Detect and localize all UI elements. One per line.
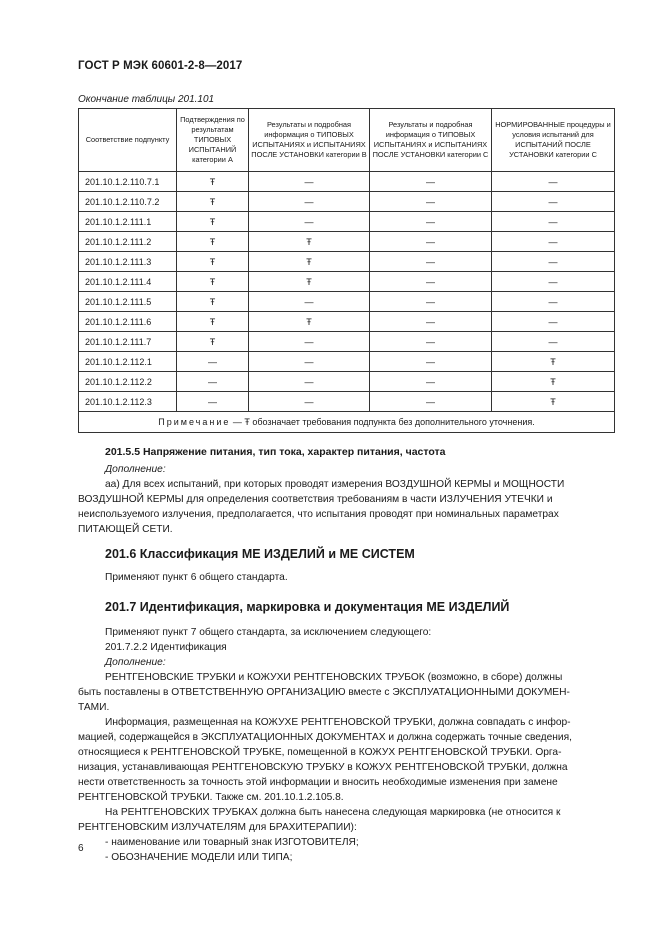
note-label: Примечание — [158, 417, 231, 427]
marker-cell: Ŧ — [249, 252, 370, 272]
marker-cell: Ŧ — [249, 312, 370, 332]
section-201-6-body — [78, 570, 614, 585]
marker-cell: — — [370, 272, 492, 292]
marker-cell: — — [492, 272, 615, 292]
table-row — [79, 292, 615, 312]
marker-cell: — — [492, 232, 615, 252]
text-line: низация, устанавливающая РЕНТГЕНОВСКУЮ ТРУБКУ в КОЖУХ РЕНТГЕНОВСКОЙ ТРУБКИ, должна — [78, 762, 568, 773]
table-note-row — [79, 412, 615, 433]
column-header: Подтверждения по результатам ТИПОВЫХ ИСПЫТАНИЙ категории A — [177, 109, 249, 172]
subclause-cell: 201.10.1.2.111.2 — [79, 232, 177, 252]
marker-cell: — — [492, 212, 615, 232]
text-line: РЕНТГЕНОВСКИЕ ТРУБКИ и КОЖУХИ РЕНТГЕНОВСКИХ ТРУБОК (возможно, в сборе) должны — [105, 672, 563, 683]
subclause-cell: 201.10.1.2.111.4 — [79, 272, 177, 292]
marker-cell: — — [370, 352, 492, 372]
marker-cell: Ŧ — [492, 372, 615, 392]
table-row — [79, 372, 615, 392]
text-line: нести ответственность за точность этой информации и вносить необходимые изменения при замене — [78, 777, 558, 788]
requirements-table — [78, 108, 615, 433]
column-header: Соответствие подпункту — [79, 109, 177, 172]
marker-cell: — — [370, 212, 492, 232]
table-caption: Окончание таблицы 201.101 — [78, 94, 215, 105]
addition-label: Дополнение: — [105, 464, 166, 475]
text-line: На РЕНТГЕНОВСКИХ ТРУБКАХ должна быть нанесена следующая маркировка (не относится к — [105, 807, 561, 818]
text-line: относящиеся к РЕНТГЕНОВСКОЙ ТРУБКЕ, помещенной в КОЖУХ РЕНТГЕНОВСКОЙ ТРУБКИ. Орга- — [78, 747, 562, 758]
marker-cell: — — [249, 292, 370, 312]
marker-cell: Ŧ — [177, 292, 249, 312]
table-row — [79, 352, 615, 372]
table-row — [79, 212, 615, 232]
text-line: ВОЗДУШНОЙ КЕРМЫ для определения соответствия требованиям в части ИЗЛУЧЕНИЯ УТЕЧКИ и — [78, 494, 553, 505]
subclause-cell: 201.10.1.2.112.2 — [79, 372, 177, 392]
marker-cell: — — [492, 192, 615, 212]
marker-cell: — — [370, 252, 492, 272]
marker-cell: — — [492, 252, 615, 272]
marker-cell: Ŧ — [177, 212, 249, 232]
text-line: РЕНТГЕНОВСКОЙ ТРУБКИ. Также см. 201.10.1.2.105.8. — [78, 792, 344, 803]
text-line: быть поставлены в ОТВЕТСТВЕННУЮ ОРГАНИЗАЦИЮ вместе с ЭКСПЛУАТАЦИОННЫМИ ДОКУМЕН- — [78, 687, 570, 698]
subclause-cell: 201.10.1.2.112.1 — [79, 352, 177, 372]
document-header: ГОСТ Р МЭК 60601-2-8—2017 — [78, 60, 243, 72]
list-item: - наименование или товарный знак ИЗГОТОВИТЕЛЯ; — [105, 837, 359, 848]
text-line: Применяют пункт 7 общего стандарта, за исключением следующего: — [105, 627, 432, 638]
addition-label: Дополнение: — [105, 657, 166, 668]
marker-cell: Ŧ — [177, 172, 249, 192]
text-line: мацией, содержащейся в ЭКСПЛУАТАЦИОННЫХ ДОКУМЕНТАХ и должна содержать точные сведения, — [78, 732, 572, 743]
marker-cell: Ŧ — [177, 232, 249, 252]
marker-cell: — — [177, 372, 249, 392]
section-201-7-body — [78, 625, 614, 865]
column-header: Результаты и подробная информация о ТИПОВЫХ ИСПЫТАНИЯХ и ИСПЫТАНИЯХ ПОСЛЕ УСТАНОВКИ категории C — [370, 109, 492, 172]
marker-cell: Ŧ — [492, 352, 615, 372]
marker-cell: — — [249, 212, 370, 232]
table-row — [79, 252, 615, 272]
table-row — [79, 272, 615, 292]
subclause-cell: 201.10.1.2.111.6 — [79, 312, 177, 332]
page-number: 6 — [78, 843, 84, 854]
marker-cell: — — [249, 392, 370, 412]
marker-cell: Ŧ — [249, 272, 370, 292]
subclause-cell: 201.10.1.2.110.7.1 — [79, 172, 177, 192]
text-line: РЕНТГЕНОВСКИМ ИЗЛУЧАТЕЛЯМ для БРАХИТЕРАПИИ): — [78, 822, 357, 833]
marker-cell: — — [177, 392, 249, 412]
table-row — [79, 232, 615, 252]
column-header: НОРМИРОВАННЫЕ процедуры и условия испытаний для ИСПЫТАНИЙ ПОСЛЕ УСТАНОВКИ категории C — [492, 109, 615, 172]
subclause-cell: 201.10.1.2.110.7.2 — [79, 192, 177, 212]
list-item: - ОБОЗНАЧЕНИЕ МОДЕЛИ ИЛИ ТИПА; — [105, 852, 293, 863]
marker-cell: — — [249, 192, 370, 212]
marker-cell: — — [177, 352, 249, 372]
table-row — [79, 312, 615, 332]
table-row — [79, 192, 615, 212]
marker-cell: — — [370, 332, 492, 352]
text-line: ПИТАЮЩЕЙ СЕТИ. — [78, 524, 173, 535]
table-note — [79, 412, 615, 433]
section-heading-201-6: 201.6 Классификация МЕ ИЗДЕЛИЙ и МЕ СИСТЕМ — [105, 547, 415, 561]
marker-cell: Ŧ — [249, 232, 370, 252]
marker-cell: — — [370, 232, 492, 252]
marker-cell: — — [492, 292, 615, 312]
text-line: неиспользуемого излучения, предполагается, что испытания проводят при номинальных параметрах — [78, 509, 559, 520]
marker-cell: Ŧ — [492, 392, 615, 412]
marker-cell: — — [249, 172, 370, 192]
text-line: Применяют пункт 6 общего стандарта. — [105, 572, 288, 583]
subclause-cell: 201.10.1.2.111.1 — [79, 212, 177, 232]
section-heading-201-7: 201.7 Идентификация, маркировка и документация МЕ ИЗДЕЛИЙ — [105, 600, 510, 614]
marker-cell: — — [370, 192, 492, 212]
marker-cell: — — [249, 352, 370, 372]
marker-cell: — — [370, 372, 492, 392]
marker-cell: Ŧ — [177, 252, 249, 272]
note-text: — Ŧ обозначает требования подпункта без дополнительного уточнения. — [230, 417, 535, 427]
table-row — [79, 172, 615, 192]
marker-cell: Ŧ — [177, 312, 249, 332]
marker-cell: Ŧ — [177, 272, 249, 292]
marker-cell: — — [370, 312, 492, 332]
table-row — [79, 392, 615, 412]
section-201-5-5-body — [78, 462, 614, 537]
marker-cell: Ŧ — [177, 192, 249, 212]
marker-cell: — — [370, 292, 492, 312]
marker-cell: — — [249, 372, 370, 392]
marker-cell: — — [249, 332, 370, 352]
subclause-cell: 201.10.1.2.111.5 — [79, 292, 177, 312]
marker-cell: — — [492, 172, 615, 192]
subclause-cell: 201.10.1.2.111.3 — [79, 252, 177, 272]
marker-cell: — — [492, 312, 615, 332]
text-line: Информация, размещенная на КОЖУХЕ РЕНТГЕНОВСКОЙ ТРУБКИ, должна совпадать с инфор- — [105, 717, 571, 728]
column-header: Результаты и подробная информация о ТИПОВЫХ ИСПЫТАНИЯХ и ИСПЫТАНИЯХ ПОСЛЕ УСТАНОВКИ категории B — [249, 109, 370, 172]
subsection-title: 201.7.2.2 Идентификация — [105, 642, 227, 653]
marker-cell: Ŧ — [177, 332, 249, 352]
marker-cell: — — [370, 392, 492, 412]
marker-cell: — — [370, 172, 492, 192]
text-line: аа) Для всех испытаний, при которых проводят измерения ВОЗДУШНОЙ КЕРМЫ и МОЩНОСТИ — [105, 479, 565, 490]
subclause-cell: 201.10.1.2.111.7 — [79, 332, 177, 352]
marker-cell: — — [492, 332, 615, 352]
subclause-cell: 201.10.1.2.112.3 — [79, 392, 177, 412]
table-row — [79, 332, 615, 352]
section-heading-201-5-5: 201.5.5 Напряжение питания, тип тока, характер питания, частота — [105, 446, 446, 458]
table-header-row — [79, 109, 615, 172]
text-line: ТАМИ. — [78, 702, 110, 713]
